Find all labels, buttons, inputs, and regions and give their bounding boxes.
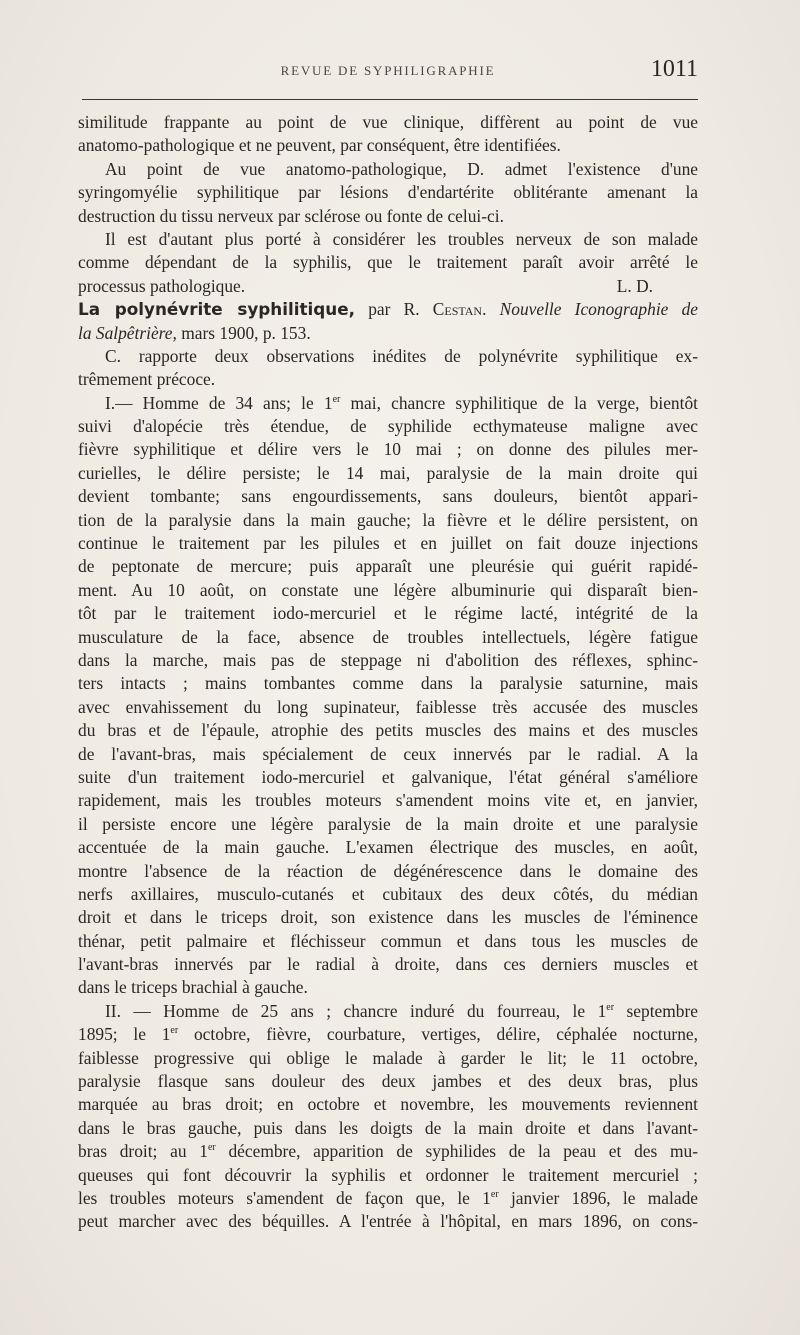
text-line: montre l'absence de la réaction de dégénérescence dans le domaine des — [78, 860, 698, 881]
text-line — [78, 1023, 698, 1046]
superscript: er — [490, 1189, 499, 1201]
superscript: er — [332, 393, 341, 405]
text-line: continue le traitement par les pilules et en juillet on fait douze injections — [78, 533, 698, 554]
text-line: il persiste encore une légère paralysie de la main droite et une paralysie — [78, 813, 698, 834]
text-line: Il est d'autant plus porté à considérer les troubles nerveux de son malade — [105, 228, 698, 249]
text-line: avec envahissement du long supinateur, faiblesse très accusée des muscles — [78, 696, 698, 717]
text-line: du bras et de l'épaule, atrophie des petits muscles des mains et des muscles — [78, 720, 698, 741]
article-title: La polynévrite syphilitique, — [78, 299, 355, 320]
text-fragment: septembre — [614, 1000, 698, 1021]
superscript: er — [606, 1002, 615, 1014]
text-fragment: mai, chancre syphilitique de la verge, bientôt — [340, 392, 698, 413]
text-line — [78, 1140, 698, 1163]
text-fragment: 1895; le 1 — [78, 1024, 171, 1045]
text-fragment: octobre, fièvre, courbature, vertiges, délire, céphalée nocturne, — [178, 1024, 698, 1045]
text-line: curielles, le délire persiste; le 14 mai, paralysie de la main droite qui — [78, 462, 698, 483]
text-line: tion de la paralysie dans la main gauche; la fièvre et le délire persistent, on — [78, 509, 698, 530]
body-text — [78, 111, 698, 1234]
text-line — [78, 1187, 698, 1210]
text-fragment: bras droit; au 1 — [78, 1141, 208, 1162]
text-line: Au point de vue anatomo-pathologique, D. admet l'existence d'une — [105, 158, 698, 179]
text-line: nerfs axillaires, musculo-cutanés et cubitaux des deux côtés, du médian — [78, 883, 698, 904]
journal-name-cont: la Salpêtrière, — [78, 322, 177, 343]
article-heading-line1 — [78, 298, 698, 321]
text-line: devient tombante; sans engourdissements, sans douleurs, bientôt appari- — [78, 486, 698, 507]
text-line: musculature de la face, absence de troubles intellectuels, légère fatigue — [78, 626, 698, 647]
text-line: rapidement, mais les troubles moteurs s'amendent moins vite et, en janvier, — [78, 790, 698, 811]
text-line: droit et dans le triceps droit, son existence dans les muscles de l'éminence — [78, 907, 698, 928]
text-fragment: I.— Homme de 34 ans; le 1 — [105, 392, 333, 413]
text-fragment: décembre, apparition de syphilides de la peau et des mu- — [215, 1141, 698, 1162]
text-line: syringomyélie syphilitique par lésions d'endartérite oblitérante amenant la — [78, 182, 698, 203]
text-line: peut marcher avec des béquilles. A l'entrée à l'hôpital, en mars 1896, on cons- — [78, 1211, 698, 1232]
article-author: Cestan. — [432, 299, 487, 320]
text-fragment: II. — Homme de 25 ans ; chancre induré du fourreau, le 1 — [105, 1000, 607, 1021]
observation-1-first-line — [78, 392, 698, 415]
article-by: par R. — [368, 299, 420, 320]
text-line: de l'avant-bras, mais spécialement de ceux innervés par le radial. A la — [78, 743, 698, 764]
text-line: ters intacts ; mains tombantes comme dans la paralysie saturnine, mais — [78, 673, 698, 694]
text-line: C. rapporte deux observations inédites de polynévrite syphilitique ex- — [105, 345, 698, 366]
article-heading-line2 — [78, 322, 698, 345]
text-line: suivi d'alopécie très étendue, de syphilide ecthymateuse maligne avec — [78, 416, 698, 437]
article-date: mars 1900, p. 153. — [181, 322, 311, 343]
text-line: trêmement précoce. — [78, 369, 216, 390]
superscript: er — [207, 1142, 216, 1154]
text-line: l'avant-bras innervés par le radial à droite, dans ces derniers muscles et — [78, 954, 698, 975]
text-line: suite d'un traitement iodo-mercuriel et galvanique, l'état général s'améliore — [78, 766, 698, 787]
text-line: de peptonate de mercure; puis apparaît une pleurésie qui guérit rapidé- — [78, 556, 698, 577]
text-line: similitude frappante au point de vue clinique, diffèrent au point de vue — [78, 112, 698, 132]
text-fragment: les troubles moteurs s'amendent de façon que, le 1 — [78, 1187, 491, 1208]
text-line: dans le triceps brachial à gauche. — [78, 977, 308, 998]
reviewer-signature: L. D. — [616, 275, 653, 296]
text-line: paralysie flasque sans douleur des deux jambes et des deux bras, plus — [78, 1071, 698, 1092]
text-line: dans la marche, mais pas de steppage ni d'abolition des réflexes, sphinc- — [78, 649, 698, 670]
page-header — [78, 56, 698, 96]
superscript: er — [170, 1025, 179, 1037]
text-line: marquée au bras droit; en octobre et novembre, les mouvements reviennent — [78, 1094, 698, 1115]
text-fragment: janvier 1896, le malade — [498, 1187, 698, 1208]
text-line: comme dépendant de la syphilis, que le traitement paraît avoir arrêté le — [78, 252, 698, 273]
text-line: fièvre syphilitique et délire vers le 10 mai ; on donne des pilules mer- — [78, 439, 698, 460]
text-line: queuses qui font découvrir la syphilis et ordonner le traitement mercuriel ; — [78, 1164, 698, 1185]
journal-name: Nouvelle Iconographie de — [499, 299, 698, 320]
page-number: 1011 — [650, 56, 698, 82]
running-title: REVUE DE SYPHILIGRAPHIE — [280, 63, 496, 78]
text-line: thénar, petit palmaire et fléchisseur commun et dans tous les muscles de — [78, 930, 698, 951]
text-fragment: processus pathologique. — [78, 275, 246, 296]
text-line: anatomo-pathologique et ne peuvent, par conséquent, être identifiées. — [78, 135, 561, 156]
text-line: dans le bras gauche, puis dans les doigts de la main droite et dans l'avant- — [78, 1117, 698, 1138]
text-line: faiblesse progressive qui oblige le malade à garder le lit; le 11 octobre, — [78, 1047, 698, 1068]
text-line: destruction du tissu nerveux par sclérose ou fonte de celui-ci. — [78, 205, 504, 226]
text-line: tôt par le traitement iodo-mercuriel et le régime lacté, intégrité de la — [78, 603, 698, 624]
text-line-signed — [78, 275, 698, 298]
observation-2-first-line — [78, 1000, 698, 1023]
text-line: accentuée de la main gauche. L'examen électrique des muscles, en août, — [78, 837, 698, 858]
text-line: ment. Au 10 août, on constate une légère albuminurie qui disparaît bien- — [78, 579, 698, 600]
header-rule — [82, 99, 698, 100]
